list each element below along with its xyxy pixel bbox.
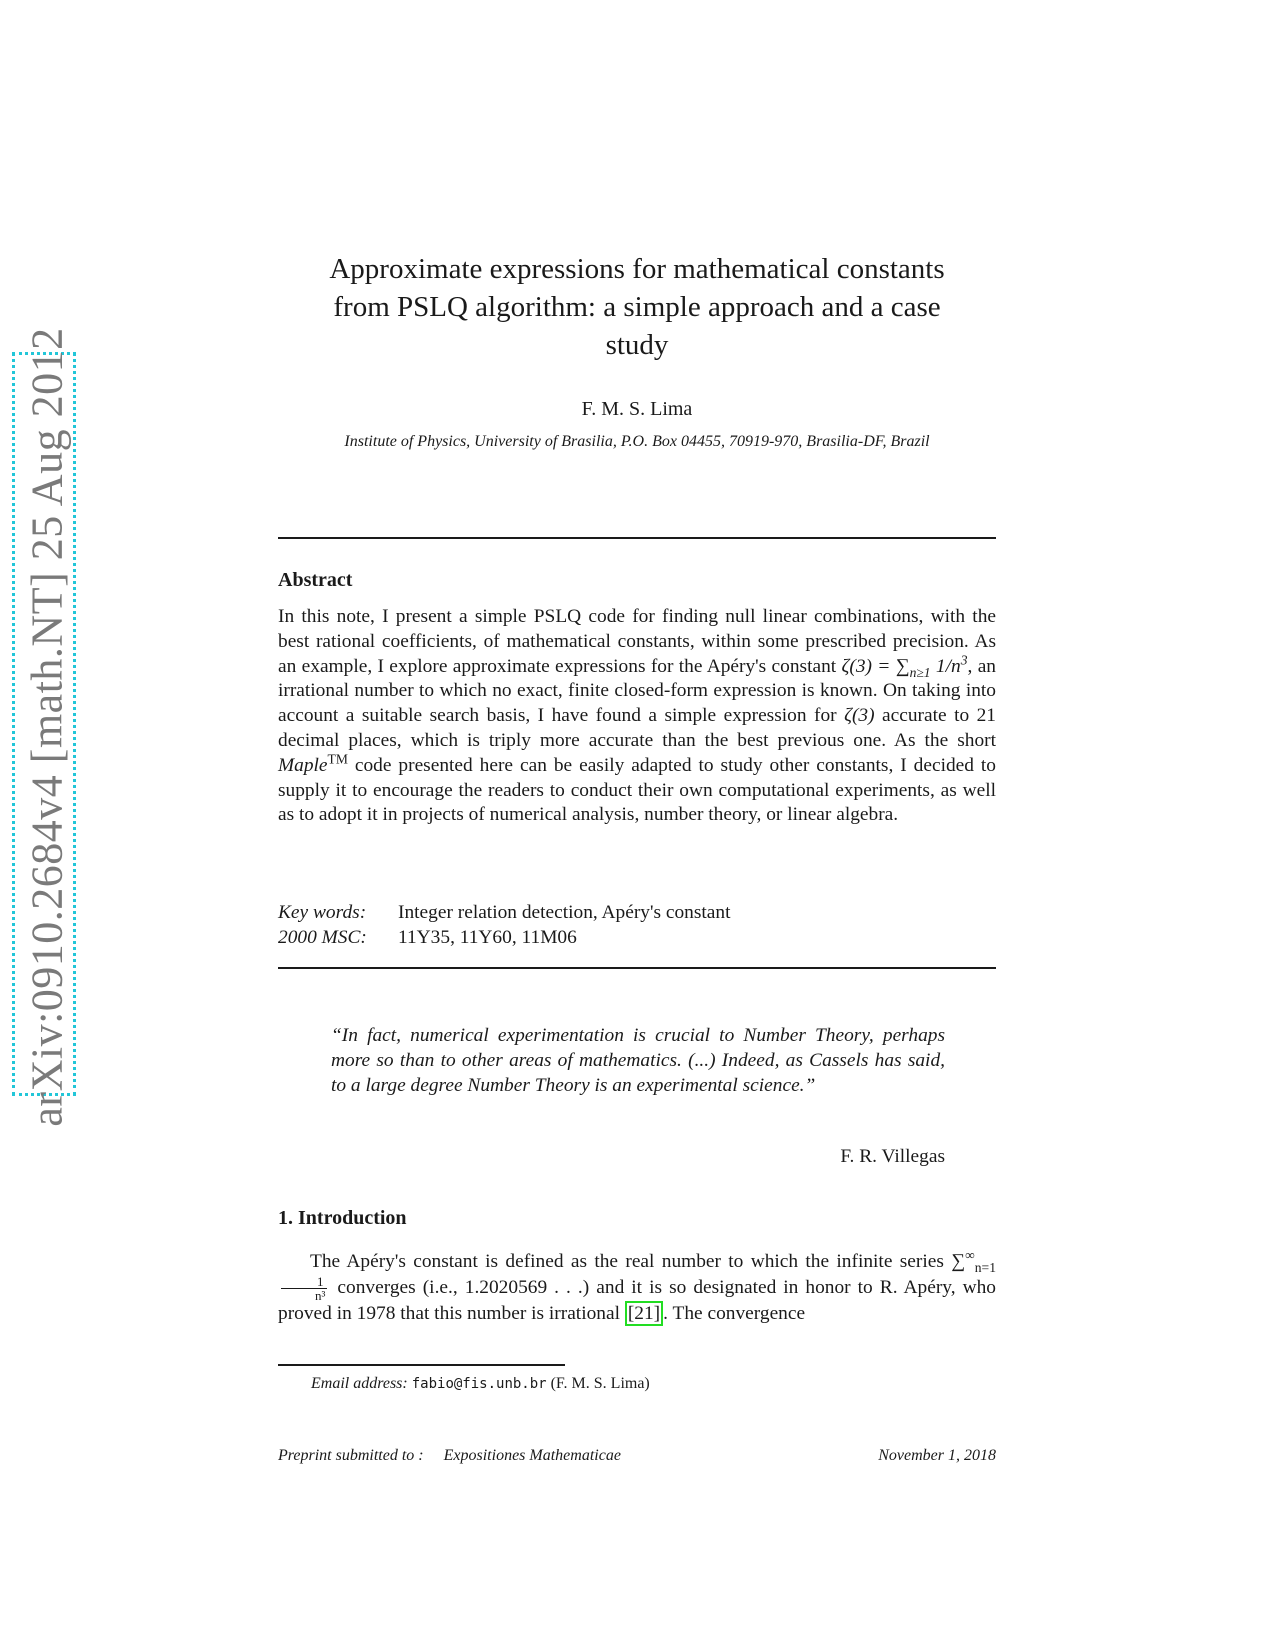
title-line-2: from PSLQ algorithm: a simple approach and a case bbox=[333, 291, 941, 323]
msc-value: 11Y35, 11Y60, 11M06 bbox=[398, 927, 577, 948]
section-heading-introduction: 1. Introduction bbox=[278, 1207, 407, 1229]
abstract-bottom-rule bbox=[278, 967, 996, 969]
arxiv-sidebar[interactable] bbox=[12, 327, 76, 1127]
series-formula: $\sum^\infty_{n=1}$ $\frac{1}{\text{n³}}$ bbox=[278, 1251, 996, 1298]
keywords-value: Integer relation detection, Apéry's constant bbox=[398, 902, 731, 923]
maple-name: Maple bbox=[278, 754, 328, 776]
epigraph-author: F. R. Villegas bbox=[840, 1146, 945, 1167]
msc-label: 2000 MSC: bbox=[278, 927, 367, 948]
email-label: Email address: bbox=[311, 1375, 408, 1392]
keywords-label: Key words: bbox=[278, 902, 367, 923]
epigraph-text: “In fact, numerical experimentation is crucial to Number Theory, perhaps more so than to other areas of mathematics. (...) Indeed, as Cassels has said, to a large degree Number Theory is an experimental science.” bbox=[331, 1025, 945, 1096]
abstract-body bbox=[278, 605, 996, 828]
paper-title bbox=[278, 250, 996, 364]
preprint-label: Preprint submitted to : bbox=[278, 1447, 424, 1464]
introduction-body bbox=[278, 1247, 996, 1327]
zeta-formula: $\zeta(3) = \sum_{n\ge 1}$ $1/n^3$ bbox=[841, 652, 968, 680]
author-name: F. M. S. Lima bbox=[581, 398, 693, 420]
abstract-heading: Abstract bbox=[278, 569, 353, 591]
msc-line bbox=[278, 927, 577, 949]
zeta-3: ζ(3) bbox=[844, 705, 875, 727]
title-line-3: study bbox=[605, 329, 669, 361]
abstract-paragraph: In this note, I present a simple PSLQ code for finding null linear combinations, with the best rational coefficients, of mathematical constants, within some prescribed precision. As an example, I explore approximate expressions for the Apéry's constant $\zeta(3) = \sum_{n\ge 1}$ $1/n^3$, an irrational number to which no exact, finite closed-form expression is known. On taking into account a suitable search basis, I have found a simple expression for ζ(3) accurate to 21 decimal places, which is triply more accurate than the best previous one. As the short Maple™ code presented here can be easily adapted to study other constants, I decided to supply it to encourage the readers to conduct their own computational experiments, as well as to adopt it in projects of numerical analysis, number theory, or linear algebra. bbox=[278, 606, 997, 826]
journal-name: Expositiones Mathematicae bbox=[443, 1447, 621, 1464]
arxiv-identifier[interactable]: arXiv:0910.2684v4 [math.NT] 25 Aug 2012 bbox=[22, 327, 72, 1127]
citation-link-21[interactable]: [21] bbox=[625, 1301, 663, 1326]
footnote-rule bbox=[278, 1364, 565, 1366]
epigraph-quote bbox=[331, 1024, 945, 1098]
email-owner: (F. M. S. Lima) bbox=[550, 1375, 650, 1392]
email-address[interactable]: fabio@fis.unb.br bbox=[411, 1376, 547, 1392]
footnote bbox=[311, 1375, 650, 1393]
keywords-line bbox=[278, 902, 730, 924]
trademark: TM bbox=[327, 751, 348, 767]
title-line-1: Approximate expressions for mathematical constants bbox=[329, 253, 945, 285]
author-affiliation: Institute of Physics, University of Brasilia, P.O. Box 04455, 70919-970, Brasilia-DF, Brazil bbox=[344, 433, 930, 450]
introduction-paragraph: The Apéry's constant is defined as the real number to which the infinite series $\sum^\infty_{n=1}$ $\frac{1}{\text{n³}}$ converges (i.e., 1.2020569 . . .) and it is so designated in honor to R. Apéry, who proved in 1978 that this number is irrational [21] . The convergence bbox=[278, 1247, 996, 1324]
preprint-footer bbox=[278, 1447, 621, 1465]
preprint-date: November 1, 2018 bbox=[878, 1447, 996, 1464]
abstract-top-rule bbox=[278, 537, 996, 539]
